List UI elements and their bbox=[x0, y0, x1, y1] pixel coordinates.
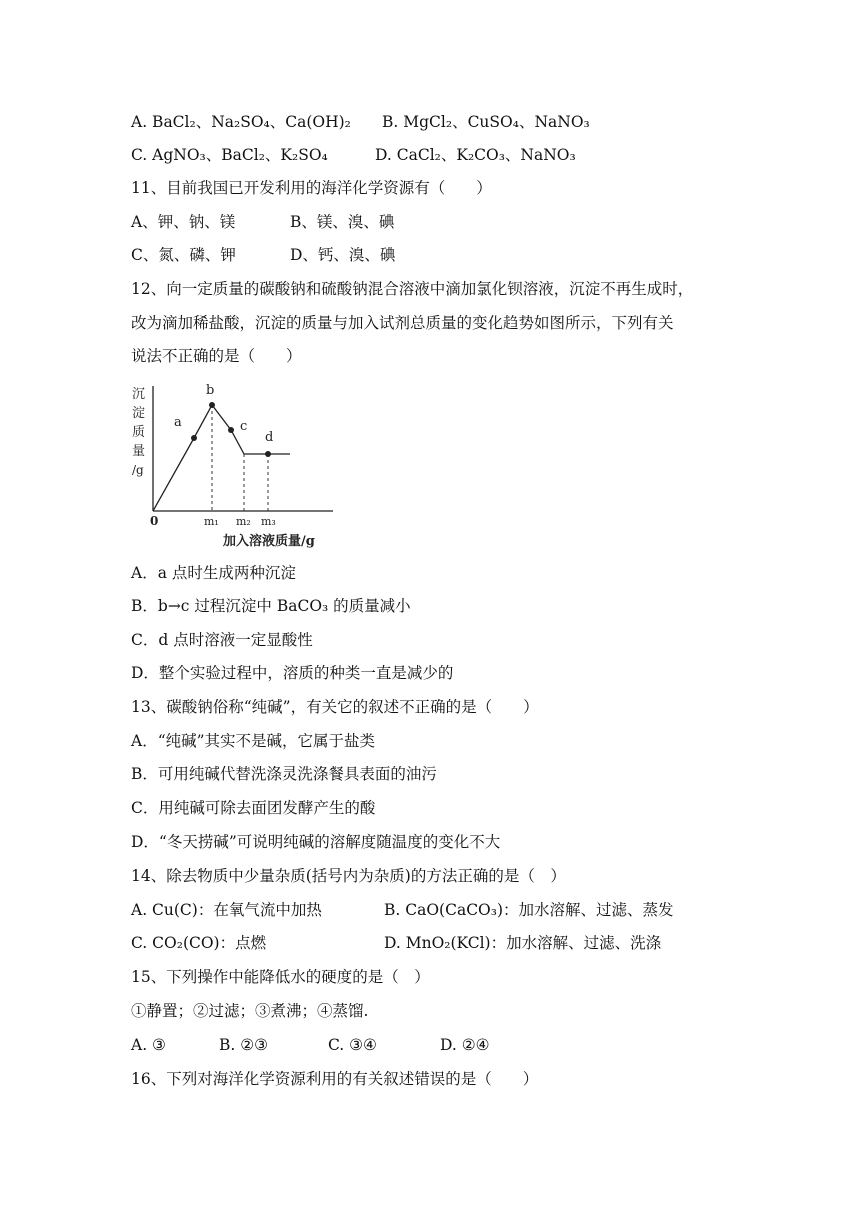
y-label-char-5: /g bbox=[132, 463, 144, 477]
y-label-char-1: 沉 bbox=[132, 387, 146, 402]
q11-option-a: A、钾、钠、镁 bbox=[131, 213, 236, 231]
label-b: b bbox=[206, 383, 215, 398]
q12-option-c: C．d 点时溶液一定显酸性 bbox=[131, 631, 313, 649]
q12-stem-line-1: 12、向一定质量的碳酸钠和硫酸钠混合溶液中滴加氯化钡溶液，沉淀不再生成时， bbox=[131, 280, 694, 298]
tick-m2: m₂ bbox=[236, 515, 251, 528]
q12-stem-line-2: 改为滴加稀盐酸，沉淀的质量与加入试剂总质量的变化趋势如图所示，下列有关 bbox=[131, 314, 674, 332]
label-a: a bbox=[174, 415, 182, 430]
q13-stem: 13、碳酸钠俗称“纯碱”，有关它的叙述不正确的是（ ） bbox=[131, 698, 539, 716]
q11-option-d: D、钙、溴、碘 bbox=[290, 246, 396, 264]
q15-items: ①静置；②过滤；③煮沸；④蒸馏. bbox=[131, 1002, 369, 1020]
label-d: d bbox=[265, 430, 274, 445]
y-label-char-2: 淀 bbox=[132, 406, 146, 421]
q16-stem: 16、下列对海洋化学资源利用的有关叙述错误的是（ ） bbox=[131, 1070, 539, 1088]
point-c bbox=[228, 427, 234, 433]
tick-m1: m₁ bbox=[204, 515, 219, 528]
x-axis-label: 加入溶液质量/g bbox=[223, 534, 315, 549]
q14-option-d: D. MnO₂(KCl)：加水溶解、过滤、洗涤 bbox=[384, 934, 662, 952]
q12-option-d: D．整个实验过程中，溶质的种类一直是减少的 bbox=[131, 664, 454, 682]
q15-option-c: C. ③④ bbox=[328, 1036, 377, 1054]
tick-m3: m₃ bbox=[261, 515, 276, 528]
q11-option-b: B、镁、溴、碘 bbox=[290, 213, 395, 231]
q11-option-c: C、氮、磷、钾 bbox=[131, 246, 236, 264]
option-c: C. AgNO₃、BaCl₂、K₂SO₄ bbox=[131, 146, 328, 164]
point-a bbox=[191, 435, 197, 441]
q15-option-b: B. ②③ bbox=[219, 1036, 269, 1054]
q13-option-a: A．“纯碱”其实不是碱，它属于盐类 bbox=[131, 732, 376, 750]
y-label-char-4: 量 bbox=[132, 444, 146, 459]
q12-option-b: B．b→c 过程沉淀中 BaCO₃ 的质量减小 bbox=[131, 597, 411, 615]
q14-option-c: C. CO₂(CO)：点燃 bbox=[131, 934, 267, 952]
point-d bbox=[265, 451, 271, 457]
q13-option-d: D．“冬天捞碱”可说明纯碱的溶解度随温度的变化不大 bbox=[131, 833, 501, 851]
q12-option-a: A．a 点时生成两种沉淀 bbox=[131, 564, 296, 582]
point-b bbox=[209, 402, 215, 408]
q12-stem-line-3: 说法不正确的是（ ） bbox=[131, 347, 302, 365]
option-a: A. BaCl₂、Na₂SO₄、Ca(OH)₂ bbox=[131, 113, 351, 131]
q15-option-a: A. ③ bbox=[131, 1036, 166, 1054]
q14-stem: 14、除去物质中少量杂质(括号内为杂质)的方法正确的是（ ） bbox=[131, 867, 566, 885]
q15-option-d: D. ②④ bbox=[440, 1036, 490, 1054]
label-c: c bbox=[240, 419, 248, 434]
option-b: B. MgCl₂、CuSO₄、NaNO₃ bbox=[382, 113, 590, 131]
q14-option-b: B. CaO(CaCO₃)：加水溶解、过滤、蒸发 bbox=[384, 901, 674, 919]
origin-label: 0 bbox=[150, 514, 159, 528]
option-d: D. CaCl₂、K₂CO₃、NaNO₃ bbox=[375, 146, 576, 164]
q14-option-a: A. Cu(C)：在氧气流中加热 bbox=[131, 901, 322, 919]
y-label-char-3: 质 bbox=[132, 425, 146, 440]
q12-precipitate-graph bbox=[128, 378, 343, 553]
q13-option-c: C．用纯碱可除去面团发酵产生的酸 bbox=[131, 799, 376, 817]
q15-stem: 15、下列操作中能降低水的硬度的是（ ） bbox=[131, 968, 430, 986]
q13-option-b: B．可用纯碱代替洗涤灵洗涤餐具表面的油污 bbox=[131, 765, 437, 783]
q11-stem: 11、目前我国已开发利用的海洋化学资源有（ ） bbox=[131, 179, 492, 197]
